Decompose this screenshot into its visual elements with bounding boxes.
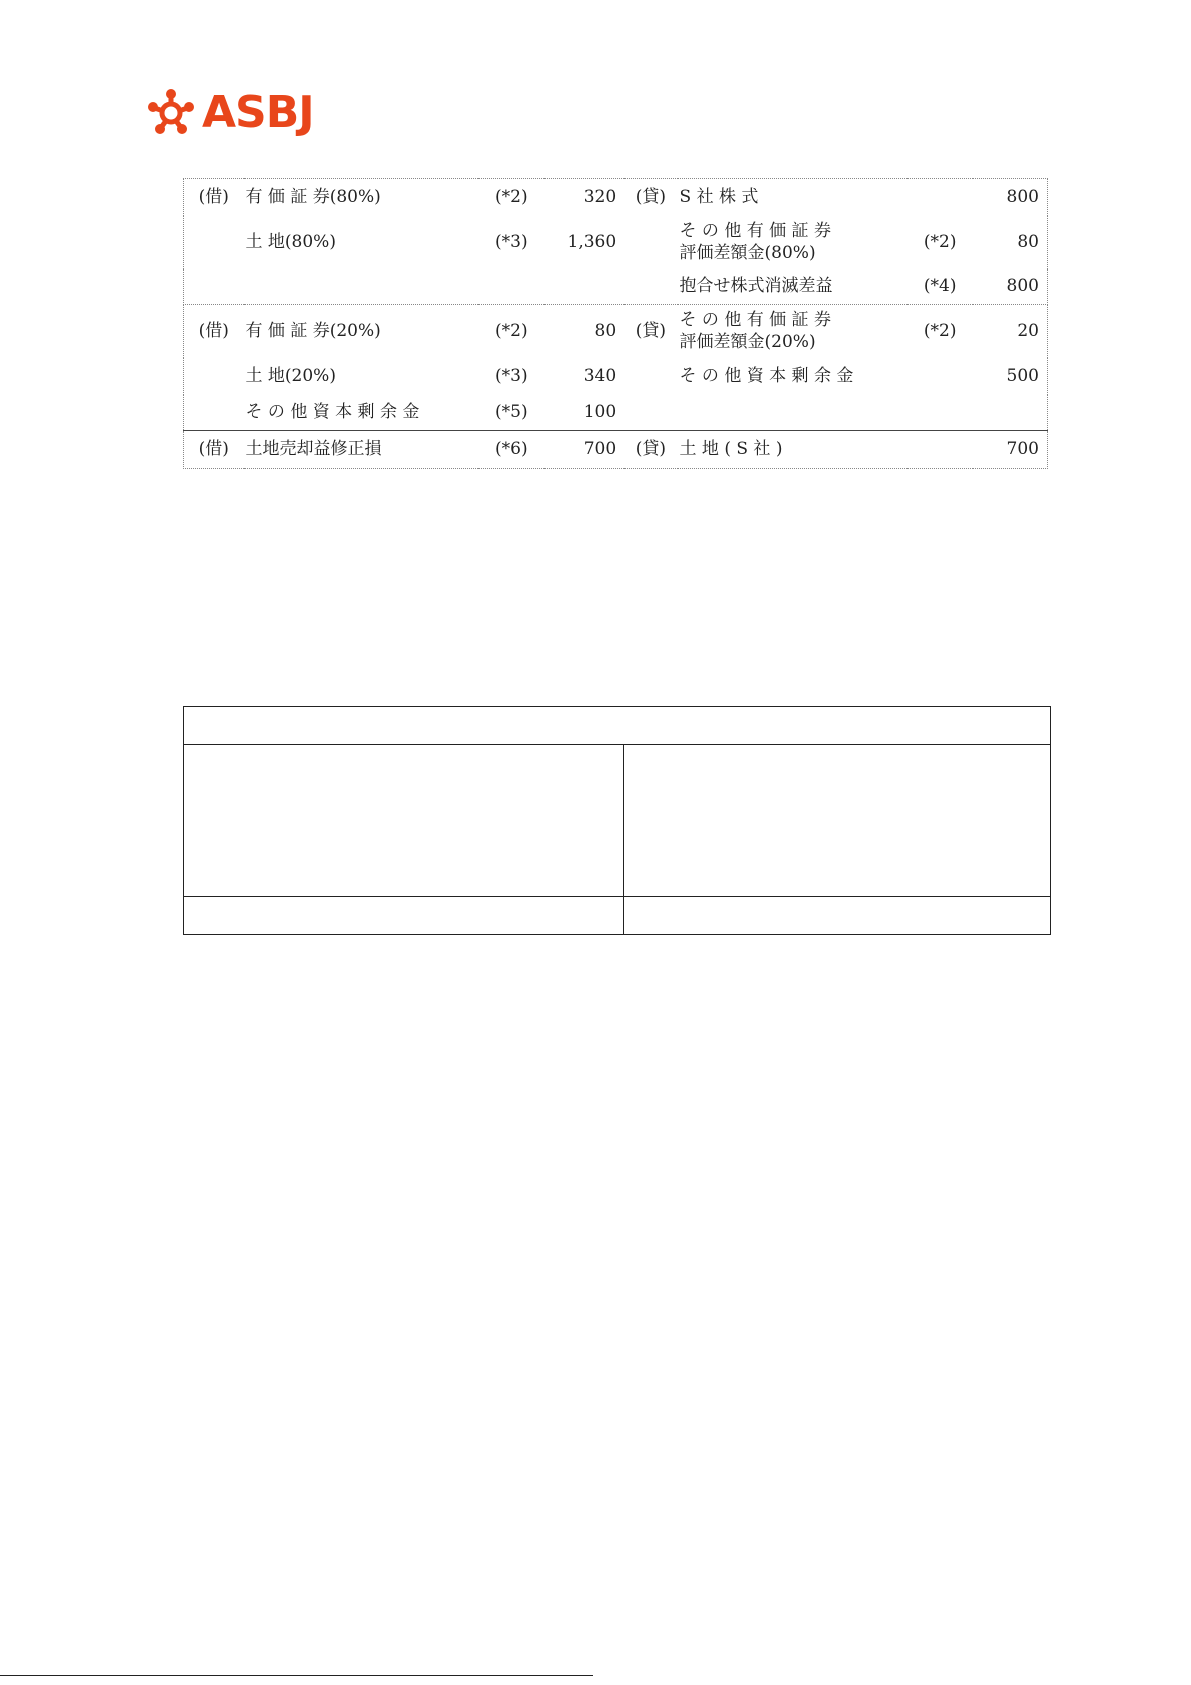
credit-label: (貸) bbox=[624, 305, 677, 359]
table-divider bbox=[184, 744, 1050, 745]
logo-text: ASBJ bbox=[202, 87, 314, 138]
debit-note: (*5) bbox=[478, 395, 544, 431]
credit-account-line2: 評価差額金(80%) bbox=[679, 242, 816, 263]
credit-note bbox=[907, 358, 973, 395]
empty-bordered-table bbox=[183, 706, 1051, 935]
debit-label: (借) bbox=[184, 179, 244, 217]
table-row bbox=[184, 431, 1048, 469]
table-row bbox=[184, 305, 1048, 359]
debit-note: (*2) bbox=[478, 305, 544, 359]
credit-account-line1: そ の 他 有 価 証 券 bbox=[679, 221, 831, 242]
credit-account-line2: 評価差額金(20%) bbox=[679, 331, 816, 352]
credit-note: (*4) bbox=[907, 269, 973, 305]
table-divider bbox=[623, 744, 624, 934]
credit-note: (*2) bbox=[907, 305, 973, 359]
table-row bbox=[184, 216, 1048, 269]
debit-label: (借) bbox=[184, 305, 244, 359]
table-divider bbox=[184, 896, 1050, 897]
debit-account: 有 価 証 券(80%) bbox=[244, 179, 479, 217]
credit-amount: 80 bbox=[973, 216, 1047, 269]
credit-account-line1: そ の 他 有 価 証 券 bbox=[679, 310, 831, 331]
credit-account: 抱合せ株式消滅差益 bbox=[678, 269, 908, 305]
debit-amount: 100 bbox=[544, 395, 624, 431]
table-row bbox=[184, 395, 1048, 431]
debit-note: (*3) bbox=[495, 231, 528, 252]
asbj-logo bbox=[146, 88, 314, 138]
debit-amount: 80 bbox=[544, 305, 624, 359]
debit-amount: 1,360 bbox=[567, 231, 617, 252]
credit-amount: 700 bbox=[973, 431, 1047, 469]
credit-account: 土 地 ( S 社 ) bbox=[678, 431, 908, 469]
credit-amount: 800 bbox=[973, 179, 1047, 217]
debit-label: (借) bbox=[184, 431, 244, 469]
credit-amount: 800 bbox=[973, 269, 1047, 305]
credit-amount: 500 bbox=[973, 358, 1047, 395]
credit-note bbox=[907, 179, 973, 217]
debit-account: 土 地(20%) bbox=[245, 365, 336, 386]
credit-amount: 20 bbox=[973, 305, 1047, 359]
debit-account: そ の 他 資 本 剰 余 金 bbox=[244, 395, 479, 431]
credit-account: そ の 他 資 本 剰 余 金 bbox=[679, 365, 854, 386]
debit-amount: 320 bbox=[544, 179, 624, 217]
debit-account: 土地売却益修正損 bbox=[244, 431, 479, 469]
debit-amount: 700 bbox=[544, 431, 624, 469]
credit-account bbox=[678, 216, 908, 269]
credit-note: (*2) bbox=[923, 231, 957, 252]
credit-label: (貸) bbox=[624, 431, 677, 469]
debit-amount: 340 bbox=[583, 365, 617, 386]
table-row bbox=[184, 179, 1048, 217]
debit-account: 有 価 証 券(20%) bbox=[244, 305, 479, 359]
debit-account: 土 地(80%) bbox=[245, 231, 336, 252]
flower-emblem-icon bbox=[146, 88, 196, 138]
table-row bbox=[184, 358, 1048, 395]
debit-note: (*3) bbox=[495, 365, 528, 386]
debit-note: (*6) bbox=[478, 431, 544, 469]
table-row bbox=[184, 269, 1048, 305]
journal-entries-table bbox=[183, 178, 1048, 469]
credit-account bbox=[678, 305, 908, 359]
debit-note: (*2) bbox=[478, 179, 544, 217]
footnote-separator bbox=[0, 1675, 593, 1676]
credit-label: (貸) bbox=[624, 179, 677, 217]
credit-account: S 社 株 式 bbox=[678, 179, 908, 217]
